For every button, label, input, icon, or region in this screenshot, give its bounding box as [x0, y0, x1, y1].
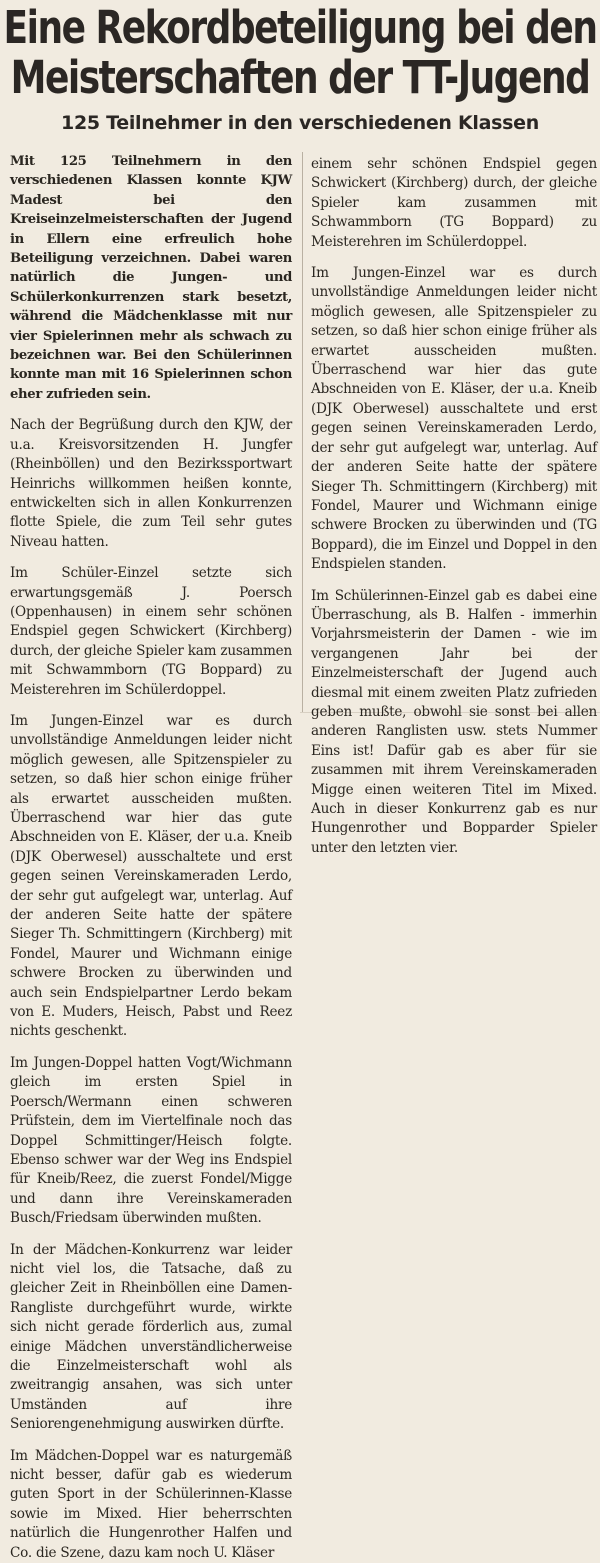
article-paragraph: Im Jungen-Doppel hatten Vogt/Wichmann gleich im ersten Spiel in Poersch/Wermann einen schweren Prüfstein, dem im Viertelfinale noch das Doppel Schmittinger/Heisch folgte. Ebenso schwer war der Weg ins Endspiel für Kneib/Reez, die zuerst Fondel/Migge und dann ihre Vereinskameraden Busch/Friedsam überwinden mußten. — [10, 1054, 292, 1227]
article-column-1 — [10, 152, 292, 1563]
article-paragraph: Im Schüler-Einzel setzte sich erwartungsgemäß J. Poersch (Oppenhausen) in einem sehr schönen Endspiel gegen Schwickert (Kirchberg) durch, der gleiche Spieler kam zusammen mit Schwammborn (TG Boppard) zu Meisterehren im Schülerdoppel. — [10, 565, 292, 698]
article-paragraph: Im Jungen-Einzel war es durch unvollständige Anmeldungen leider nicht möglich gewesen, alle Spitzenspieler zu setzen, so daß hier schon einige früher als erwartet ausscheiden mußten. Überraschend war hier das gute Abschneiden von E. Kläser, der u.a. Kneib (DJK Oberwesel) ausschaltete und erst gegen seinen Vereinskameraden Lerdo, der sehr gut aufgelegt war, unterlag. Auf der anderen Seite hatte der spätere Sieger Th. Schmittingern (Kirchberg) mit Fondel, Maurer und Wichmann einige schwere Brocken zu überwinden und auch sein Endspielpartner Lerdo bekam von E. Muders, Heisch, Pabst und Reez nichts geschenkt. — [10, 712, 292, 1040]
article-paragraph: Im Mädchen-Doppel war es naturgemäß nicht besser, dafür gab es wiederum guten Sport in der Schülerinnen-Klasse sowie im Mixed. Hier beherrschten natürlich die Hungenrother Halfen und Co. die Szene, dazu kam noch U. Kläser — [10, 1447, 292, 1561]
article-lead-paragraph: Mit 125 Teilnehmern in den verschiedenen Klassen konnte KJW Madest bei den Kreiseinzelmeisterschaften der Jugend in Ellern eine erfreulich hohe Beteiligung verzeichnen. Dabei waren natürlich die Jungen- und Schülerkonkurrenzen stark besetzt, während die Mädchenklasse mit nur vier Spielerinnen mehr als schwach zu bezeichnen war. Bei den Schülerinnen konnte man mit 16 Spielerinnen schon eher zufrieden sein. — [10, 154, 292, 402]
article-column-2 — [311, 155, 597, 858]
article-paragraph: Im Jungen-Einzel war es durch unvollständige Anmeldungen leider nicht möglich gewesen, alle Spitzenspieler zu setzen, so daß hier schon einige früher als erwartet ausscheiden mußten. Überraschend war hier das gute Abschneiden von E. Kläser, der u.a. Kneib (DJK Oberwesel) ausschaltete und erst gegen seinen Vereinskameraden Lerdo, der sehr gut aufgelegt war, unterlag. Auf der anderen Seite hatte der spätere Sieger Th. Schmittingern (Kirchberg) mit Fondel, Maurer und Wichmann einige schwere Brocken zu überwinden und (TG Boppard), die im Einzel und Doppel in den Endspielen standen. — [311, 265, 597, 573]
article-paragraph: In der Mädchen-Konkurrenz war leider nicht viel los, die Tatsache, daß zu gleicher Zeit in Rheinböllen eine Damen-Rangliste durchgeführt wurde, wirkte sich nicht gerade förderlich aus, zumal einige Mädchen unverständlicherweise die Einzelmeisterschaft wohl als zweitrangig ansahen, was sich unter Umständen auf ihre Seniorengenehmigung auswirken dürfte. — [10, 1241, 292, 1433]
article-paragraph: einem sehr schönen Endspiel gegen Schwickert (Kirchberg) durch, der gleiche Spieler kam zusammen mit Schwammborn (TG Boppard) zu Meisterehren im Schülerdoppel. — [311, 156, 597, 250]
article-paragraph: Im Schülerinnen-Einzel gab es dabei eine Überraschung, als B. Halfen - immerhin Vorjahrsmeisterin der Damen - wie im vergangenen Jahr bei der Einzelmeisterschaft der Jugend auch diesmal mit einem zweiten Platz zufrieden geben mußte, obwohl sie sonst bei allen anderen Ranglisten usw. stets Nummer Eins ist! Dafür gab es aber für sie zusammen mit ihrem Vereinskameraden Migge einen weiteren Titel im Mixed. Auch in dieser Konkurrenz gab es nur Hungenrother und Bopparder Spieler unter den letzten vier. — [311, 587, 597, 856]
column-divider — [302, 152, 303, 712]
headline-line-1: Eine Rekordbeteiligung bei den — [3, 2, 597, 54]
headline-line-2: Meisterschaften der TT-Jugend — [10, 52, 590, 104]
article-paragraph: Nach der Begrüßung durch den KJW, der u.a. Kreisvorsitzenden H. Jungfer (Rheinböllen) und den Bezirkssportwart Heinrichs willkommen heißen konnte, entwickelten sich in allen Konkurrenzen flotte Spiele, die zum Teil sehr gutes Niveau hatten. — [10, 417, 292, 550]
article-subheadline: 125 Teilnehmer in den verschiedenen Klassen — [61, 112, 539, 134]
article-headline — [0, 4, 600, 104]
